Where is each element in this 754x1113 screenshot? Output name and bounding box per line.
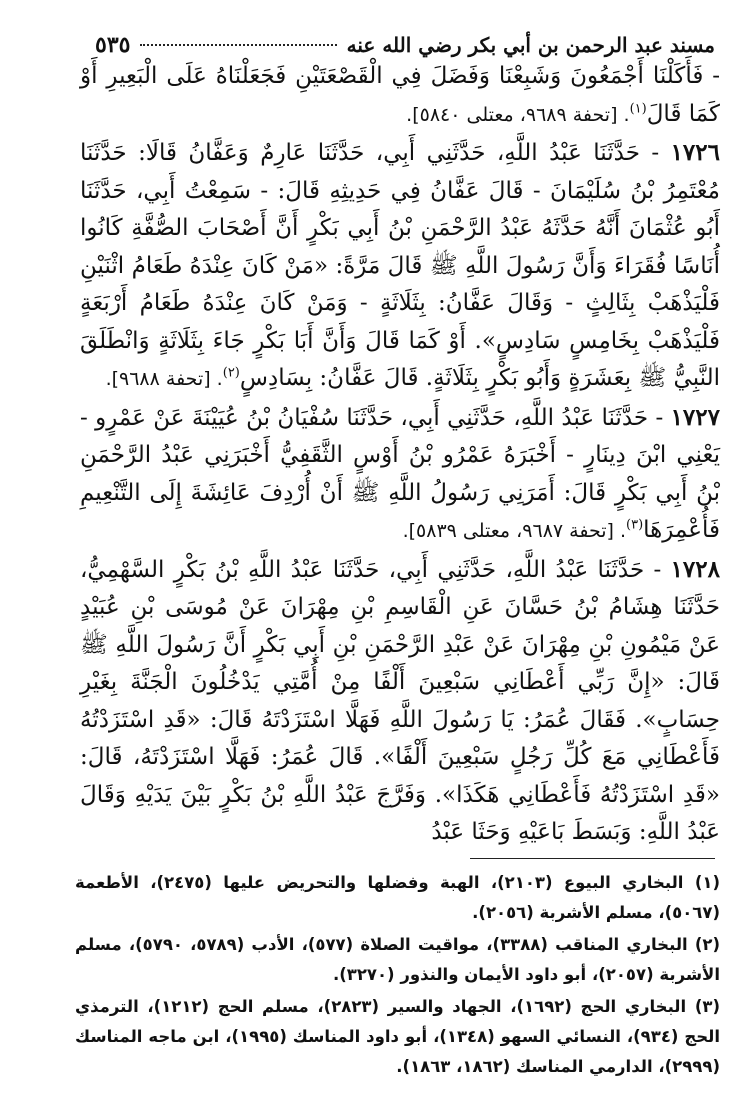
main-text	[80, 58, 720, 852]
hadith-text: - حَدَّثَنَا عَبْدُ اللَّهِ، حَدَّثَنِي أَبِي، حَدَّثَنَا عَبْدُ اللَّهِ بْنُ بَكْرٍ السَّهْمِيُّ، حَدَّثَنَا هِشَامُ بْنُ حَسَّانَ عَنِ الْقَاسِمِ بْنِ مِهْرَانَ عَنْ مُوسَى بْنِ عُبَيْدٍ عَنْ مَيْمُونِ بْنِ مِهْرَانَ عَنْ عَبْدِ الرَّحْمَنِ بْنِ أَبِي بَكْرٍ أَنَّ رَسُولَ اللَّهِ ﷺ قَالَ: «إِنَّ رَبِّي أَعْطَانِي سَبْعِينَ أَلْفًا مِنْ أُمَّتِي يَدْخُلُونَ الْجَنَّةَ بِغَيْرِ حِسَابٍ». فَقَالَ عُمَرُ: يَا رَسُولَ اللَّهِ فَهَلَّا اسْتَزَدْتَهُ قَالَ: «قَدِ اسْتَزَدْتُهُ فَأَعْطَانِي مَعَ كُلِّ رَجُلٍ سَبْعِينَ أَلْفًا». قَالَ عُمَرُ: فَهَلَّا اسْتَزَدْتَهُ، قَالَ: «قَدِ اسْتَزَدْتُهُ فَأَعْطَانِي هَكَذَا». وَفَرَّجَ عَبْدُ اللَّهِ بْنُ بَكْرٍ بَيْنَ يَدَيْهِ وَقَالَ عَبْدُ اللَّهِ: وَبَسَطَ بَاعَيْهِ وَحَثَا عَبْدُ	[80, 556, 721, 845]
header-dot-leader	[140, 44, 336, 46]
footnotes	[75, 868, 720, 1084]
hadith-text: - حَدَّثَنَا عَبْدُ اللَّهِ، حَدَّثَنِي أَبِي، حَدَّثَنَا عَارِمٌ وَعَفَّانُ قَالَا: حَدَّثَنَا مُعْتَمِرُ بْنُ سُلَيْمَانَ - قَالَ عَفَّانُ فِي حَدِيثِهِ قَالَ: - سَمِعْتُ أَبِي، حَدَّثَنَا أَبُو عُثْمَانَ أَنَّهُ حَدَّثَهُ عَبْدُ الرَّحْمَنِ بْنُ أَبِي بَكْرٍ أَنَّ أَصْحَابَ الصُّفَّةِ كَانُوا أُنَاسًا فُقَرَاءَ وَأَنَّ رَسُولَ اللَّهِ ﷺ قَالَ مَرَّةً: «مَنْ كَانَ عِنْدَهُ طَعَامُ اثْنَيْنِ فَلْيَذْهَبْ بِثَالِثٍ - وَقَالَ عَفَّانُ: بِثَلَاثَةٍ - وَمَنْ كَانَ عِنْدَهُ طَعَامُ أَرْبَعَةٍ فَلْيَذْهَبْ بِخَامِسٍ سَادِسٍ». أَوْ كَمَا قَالَ وَأَنَّ أَبَا بَكْرٍ جَاءَ بِثَلَاثَةٍ وَانْطَلَقَ النَّبِيُّ ﷺ بِعَشَرَةٍ وَأَبُو بَكْرٍ بِثَلَاثَةٍ. قَالَ عَفَّانُ: بِسَادِسٍ	[80, 140, 720, 391]
footnote-1: (١) البخاري البيوع (٢١٠٣)، الهبة وفضلها والتحريض عليها (٢٤٧٥)، الأطعمة (٥٠٦٧)، مسلم الأشربة (٢٠٥٦).	[75, 873, 720, 922]
continuation-text: - فَأَكَلْنَا أَجْمَعُونَ وَشَبِعْنَا وَفَضَلَ فِي الْقَصْعَتَيْنِ فَجَعَلْنَاهُ عَلَى الْبَعِيرِ أَوْ كَمَا قَالَ	[80, 63, 720, 127]
hadith-number: ١٧٢٧	[670, 403, 720, 431]
header-title: مسند عبد الرحمن بن أبي بكر رضي الله عنه	[346, 33, 715, 57]
continuation-citation: . [تحفة ٩٦٨٩، معتلى ٥٨٤٠].	[406, 103, 630, 126]
hadith-citation: . [تحفة ٩٦٨٨].	[105, 368, 223, 390]
hadith-number: ١٧٢٨	[670, 555, 720, 583]
footnote-ref-3: (٣)	[626, 517, 644, 533]
continuation-paragraph	[80, 58, 720, 134]
hadith-number: ١٧٢٦	[670, 139, 720, 166]
footnote-3: (٣) البخاري الحج (١٦٩٢)، الجهاد والسير (٢٨٢٣)، مسلم الحج (١٢١٢)، الترمذي الحج (٩٣٤)، النسائي السهو (١٣٤٨)، أبو داود المناسك (١٩٩٥)، ابن ماجه المناسك (٢٩٩٩)، الدارمي المناسك (١٨٦٢، ١٨٦٣).	[75, 997, 720, 1076]
footnote-2: (٢) البخاري المناقب (٣٣٨٨)، مواقيت الصلاة (٥٧٧)، الأدب (٥٧٨٩، ٥٧٩٠)، مسلم الأشربة (٢٠٥٧)، أبو داود الأيمان والنذور (٣٢٧٠).	[75, 935, 720, 984]
hadith-1727	[80, 399, 720, 551]
hadith-citation: . [تحفة ٩٦٨٧، معتلى ٥٨٣٩].	[402, 520, 626, 542]
hadith-text: - حَدَّثَنَا عَبْدُ اللَّهِ، حَدَّثَنِي أَبِي، حَدَّثَنَا سُفْيَانُ بْنُ عُيَيْنَةَ عَنْ عَمْرٍو - يَعْنِي ابْنَ دِينَارٍ - أَخْبَرَهُ عَمْرُو بْنُ أَوْسٍ الثَّقَفِيُّ أَخْبَرَنِي عَبْدُ الرَّحْمَنِ بْنُ أَبِي بَكْرٍ قَالَ: أَمَرَنِي رَسُولُ اللَّهِ ﷺ أَنْ أُرْدِفَ عَائِشَةَ إِلَى التَّنْعِيمِ فَأُعْمِرَهَا	[80, 404, 720, 543]
hadith-1726	[80, 134, 720, 399]
hadith-1728	[80, 551, 720, 852]
footnote-ref-1: (١)	[629, 100, 647, 116]
footnote-separator	[470, 858, 715, 859]
page-number: ٥٣٥	[95, 32, 131, 58]
running-header	[95, 30, 715, 60]
footnote-ref-2: (٢)	[222, 365, 240, 381]
